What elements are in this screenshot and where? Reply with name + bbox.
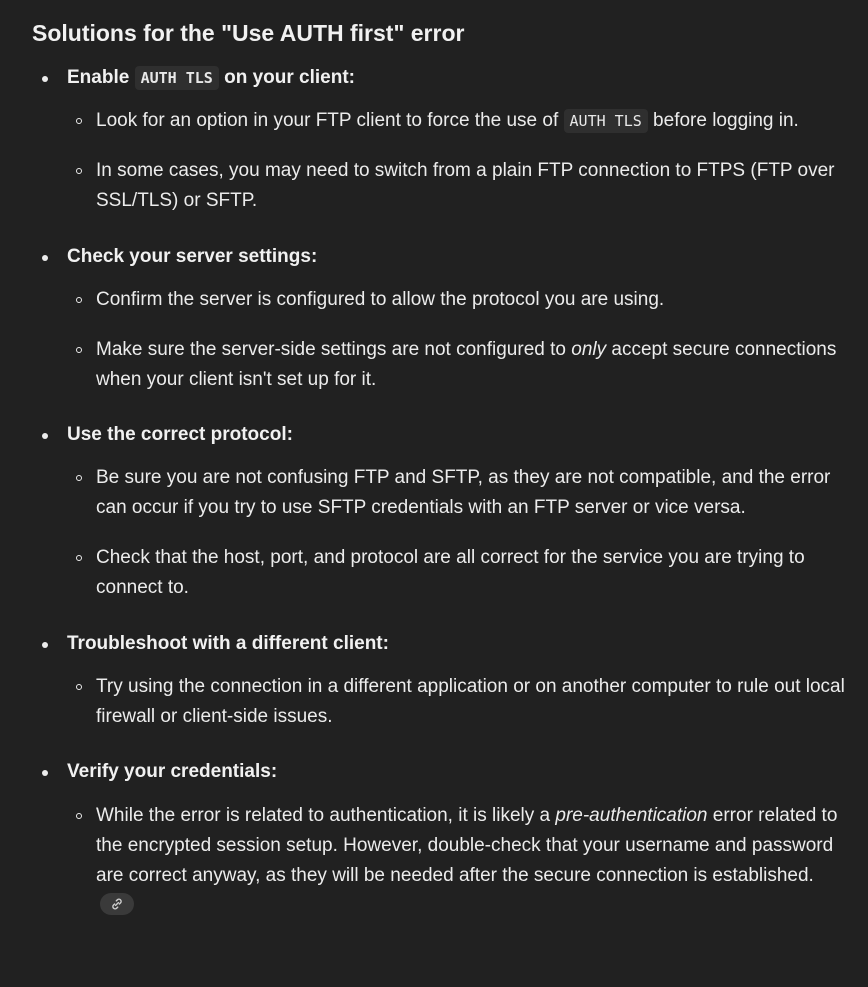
section-different-client [32,630,848,732]
section-verify-credentials [32,758,848,921]
list-item: While the error is related to authentication, it is likely a pre-authentication error related to the encrypted session setup. However, double-check that your username and password are correct anyway, as they will be needed after the secure connection is established. [96,801,848,921]
section-title: Enable AUTH TLS on your client: [67,64,848,92]
list-item: Try using the connection in a different application or on another computer to rule out local firewall or client-side issues. [96,672,848,732]
section-items [32,285,848,395]
link-icon [110,897,124,911]
list-item: In some cases, you may need to switch from a plain FTP connection to FTPS (FTP over SSL/TLS) or SFTP. [96,156,848,216]
section-items [32,106,848,216]
list-item: Look for an option in your FTP client to force the use of AUTH TLS before logging in. [96,106,848,136]
section-title: Use the correct protocol: [67,421,848,449]
inline-code: AUTH TLS [135,66,219,90]
list-item: Confirm the server is configured to allow the protocol you are using. [96,285,848,315]
section-enable-auth-tls [32,64,848,216]
section-server-settings [32,243,848,395]
source-link-button[interactable] [100,893,134,915]
list-item: Make sure the server-side settings are not configured to only accept secure connections when your client isn't set up for it. [96,335,848,395]
section-title: Troubleshoot with a different client: [67,630,848,658]
list-item: Be sure you are not confusing FTP and SFTP, as they are not compatible, and the error can occur if you try to use SFTP credentials with an FTP server or vice versa. [96,463,848,523]
list-item: Check that the host, port, and protocol are all correct for the service you are trying to connect to. [96,543,848,603]
page-title: Solutions for the "Use AUTH first" error [32,20,465,46]
section-title: Check your server settings: [67,243,848,271]
inline-code: AUTH TLS [564,109,648,133]
section-items [32,672,848,732]
section-items [32,801,848,921]
section-items [32,463,848,603]
section-title: Verify your credentials: [67,758,848,786]
section-correct-protocol [32,421,848,603]
solutions-list [32,64,848,921]
